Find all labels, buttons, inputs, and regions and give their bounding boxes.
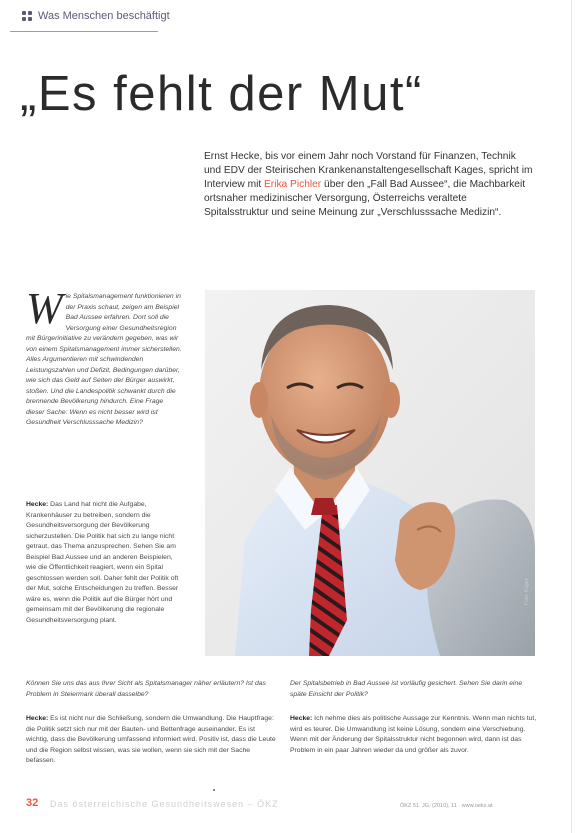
publication-name: Das österreichische Gesundheitswesen – ÖKZ bbox=[50, 799, 279, 809]
section-header bbox=[22, 10, 170, 22]
page-number: 32 bbox=[26, 797, 39, 809]
question-2: Der Spitalsbetrieb in Bad Aussee ist vorläufig gesichert. Sehen Sie darin eine späte Einsicht der Politik? bbox=[290, 680, 523, 698]
portrait-photo bbox=[205, 290, 535, 656]
drop-cap: W bbox=[26, 284, 63, 333]
answer-text: Ich nehme dies als politische Aussage zur Kenntnis. Wenn man nichts tut, wird es teurer. Die Umwandlung ist keine Lösung, sondern eine Verschiebung. Wenn mit der Änderung der Spitalsstruktur nicht begonnen wird, dann ist das Problem in ein paar Jahren wieder da und größer als zuvor. bbox=[290, 715, 537, 754]
issue-info: ÖKZ 51. JG. (2010), 11 · www.oekz.at bbox=[400, 803, 493, 809]
four-dots-icon bbox=[22, 11, 32, 21]
answer-paragraph-2 bbox=[26, 714, 278, 767]
page-marker bbox=[213, 789, 215, 791]
intro-text: ie Spitalsmanagement funktionieren in der Praxis schaut, zeigen am Beispiel Bad Aussee erfahren. Dort soll die Versorgung einer Gesundheitsregion mit Bürgerinitiative zu verändern gegeben, was wir von einem Spitalsmanagement immer sicherstellen. Alles Argumentieren mit schwindenden Leistungszahlen und Defizit, Bedingungen darüber, wie sich das Geld auf Seiten der Bürger auswirkt, stoßen. Und die Landespolitik schwankt durch die brennende Bevölkerung hindurch. Eine Frage dieser Sache: Wenn es nicht besser wird ist Gesundheit Verschlusssache Medizin? bbox=[26, 293, 182, 426]
answer-paragraph-3 bbox=[290, 714, 538, 756]
question-1: Können Sie uns das aus Ihrer Sicht als Spitalsmanager näher erläutern? Ist das Problem in Steiermark überall dasselbe? bbox=[26, 680, 266, 698]
intro-paragraph bbox=[26, 284, 182, 429]
section-title: Was Menschen beschäftigt bbox=[38, 10, 170, 22]
article-lead bbox=[204, 150, 534, 220]
photo-credit: Foto: Kages bbox=[524, 578, 530, 605]
answer-text: Das Land hat nicht die Aufgabe, Krankenhäuser zu betreiben, sondern die Gesundheitsversorgung der Bevölkerung sicherzustellen. Die Politik hat sich zu lange nicht getraut, das Thema anzusprechen. Sehen Sie am Beispiel Bad Aussee und an anderen Beispielen, wie die Öffentlichkeit reagiert, wenn ein Spital geschlossen werden soll. Daher fehlt der Politik oft der Mut, solche Entscheidungen zu treffen. Besser wäre es, wenn die Politik auf die Bürger hört und gemeinsam mit der Bevölkerung die regionale Gesundheitsversorgung plant. bbox=[26, 501, 179, 624]
answer-text: Es ist nicht nur die Schließung, sondern die Umwandlung. Die Hauptfrage: die Politik setzt sich nur mit der Bauten- und Bettenfrage auseinander. Es ist wichtig, dass die Bevölkerung umfassend informiert wird. Positiv ist, dass die Leute und die Region selbst wissen, was sie wollen, wenn sie sich mit der Sache befassen. bbox=[26, 715, 276, 764]
article-headline: „Es fehlt der Mut“ bbox=[20, 67, 423, 121]
speaker-label: Hecke: bbox=[26, 715, 49, 722]
lead-text-2: über den „Fall Bad Aussee“, die Machbarkeit ortsnaher medizinischer Versorgung, Österreichs veraltete Spitalsstruktur und seine Meinung zur „Verschlusssache Medizin“. bbox=[204, 179, 526, 218]
interviewer-name: Erika Pichler bbox=[264, 179, 322, 190]
page-edge bbox=[571, 0, 572, 833]
lead-text-1: Ernst Hecke, bis vor einem Jahr noch Vorstand für Finanzen, Technik und EDV der Steirischen Krankenanstaltengesellschaft Kages, spricht im Interview mit bbox=[204, 151, 533, 190]
speaker-label: Hecke: bbox=[290, 715, 313, 722]
answer-paragraph-1 bbox=[26, 500, 182, 626]
speaker-label: Hecke: bbox=[26, 501, 49, 508]
header-divider bbox=[10, 31, 158, 32]
